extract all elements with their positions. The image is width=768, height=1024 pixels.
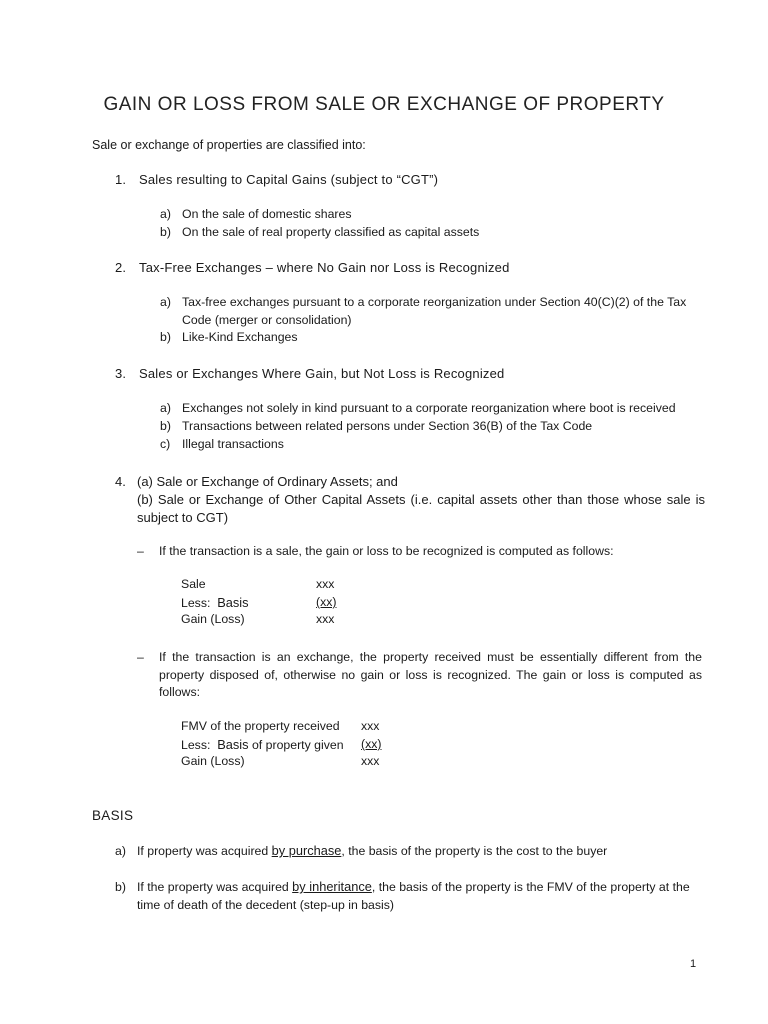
item-text: Transactions between related persons under Section 36(B) of the Tax Code (182, 419, 593, 433)
basis-label: Basis (217, 737, 249, 752)
item-pre: If property was acquired (137, 844, 269, 858)
calc-label-row (181, 595, 249, 610)
less-label: Less: (181, 596, 211, 610)
calc-label: Sale (181, 577, 206, 591)
basis-item-a (115, 842, 705, 860)
item-label: b) (160, 330, 171, 344)
item-label: b) (160, 225, 171, 239)
section-4-heading (115, 473, 705, 527)
item-label: a) (115, 844, 126, 858)
item-text: Illegal transactions (182, 437, 284, 451)
item-post: , the basis of the property is the cost to the buyer (341, 844, 608, 858)
section-2-title: Tax-Free Exchanges – where No Gain nor Loss is Recognized (139, 260, 510, 275)
section-3-title: Sales or Exchanges Where Gain, but Not Loss is Recognized (139, 366, 505, 381)
section-2-number: 2. (115, 260, 127, 275)
basis-rest: of property given (251, 738, 344, 752)
calc-label: FMV of the property received (181, 719, 340, 733)
item-label: b) (160, 419, 171, 433)
section-1-item-a (160, 206, 705, 224)
exchange-computation-note (137, 649, 702, 702)
dash-marker: – (137, 544, 144, 558)
page-title: GAIN OR LOSS FROM SALE OR EXCHANGE OF PROPERTY (103, 94, 665, 115)
item-text: On the sale of real property classified as capital assets (182, 225, 480, 239)
key-term: by inheritance (292, 879, 372, 894)
key-term: by purchase (271, 843, 342, 858)
calc-value: xxx (316, 612, 335, 626)
item-text: Tax-free exchanges pursuant to a corporate reorganization under Section 40(C)(2) of the Tax Code (merger or consolidation) (182, 295, 687, 327)
calc-label-row (181, 737, 344, 752)
calc-value: (xx) (361, 737, 382, 751)
basis-item-b (115, 878, 705, 914)
calc-label: Gain (Loss) (181, 754, 245, 768)
section-4-number: 4. (115, 474, 126, 489)
item-text: Exchanges not solely in kind pursuant to a corporate reorganization where boot is received (182, 401, 676, 415)
sale-computation-note (137, 543, 702, 561)
item-text: Like-Kind Exchanges (182, 330, 298, 344)
item-label: a) (160, 295, 171, 309)
section-2-heading (115, 260, 510, 275)
item-label: a) (160, 401, 171, 415)
item-label: a) (160, 207, 171, 221)
calc-label: Gain (Loss) (181, 612, 245, 626)
dash-marker: – (137, 650, 144, 664)
section-2-item-b (160, 329, 705, 347)
calc-value: xxx (361, 719, 380, 733)
note-text: If the transaction is an exchange, the property received must be essentially different from the property disposed of, otherwise no gain or loss is recognized. The gain or loss is computed as follows: (159, 650, 702, 699)
calc-value: xxx (316, 577, 335, 591)
basis-label: Basis (217, 595, 249, 610)
section-3-item-a (160, 400, 705, 418)
section-4-line-2: (b) Sale or Exchange of Other Capital Assets (i.e. capital assets other than those whose sale is subject to CGT) (137, 492, 705, 525)
section-1-item-b (160, 224, 705, 242)
calc-value: xxx (361, 754, 380, 768)
item-post: , the basis of the property is the FMV of the property at the time of death of the decedent (step-up in basis) (137, 880, 690, 912)
item-text: On the sale of domestic shares (182, 207, 352, 221)
less-label: Less: (181, 738, 211, 752)
item-label: c) (160, 437, 171, 451)
section-3-number: 3. (115, 366, 127, 381)
basis-heading: BASIS (92, 808, 134, 823)
section-4-line-1: (a) Sale or Exchange of Ordinary Assets; and (137, 474, 398, 489)
note-text: If the transaction is a sale, the gain or loss to be recognized is computed as follows: (159, 544, 614, 558)
calc-value: (xx) (316, 595, 337, 609)
section-2-item-a (160, 294, 705, 329)
section-1-heading (115, 172, 438, 187)
section-3-heading (115, 366, 504, 381)
section-3-item-c (160, 436, 705, 454)
item-pre: If the property was acquired (137, 880, 289, 894)
page-number: 1 (690, 958, 697, 970)
section-1-title: Sales resulting to Capital Gains (subject to “CGT”) (139, 172, 439, 187)
item-label: b) (115, 880, 126, 894)
section-3-item-b (160, 418, 705, 436)
item-text (137, 842, 705, 860)
item-text (137, 878, 705, 914)
section-1-number: 1. (115, 172, 127, 187)
intro-text: Sale or exchange of properties are classified into: (92, 138, 366, 152)
